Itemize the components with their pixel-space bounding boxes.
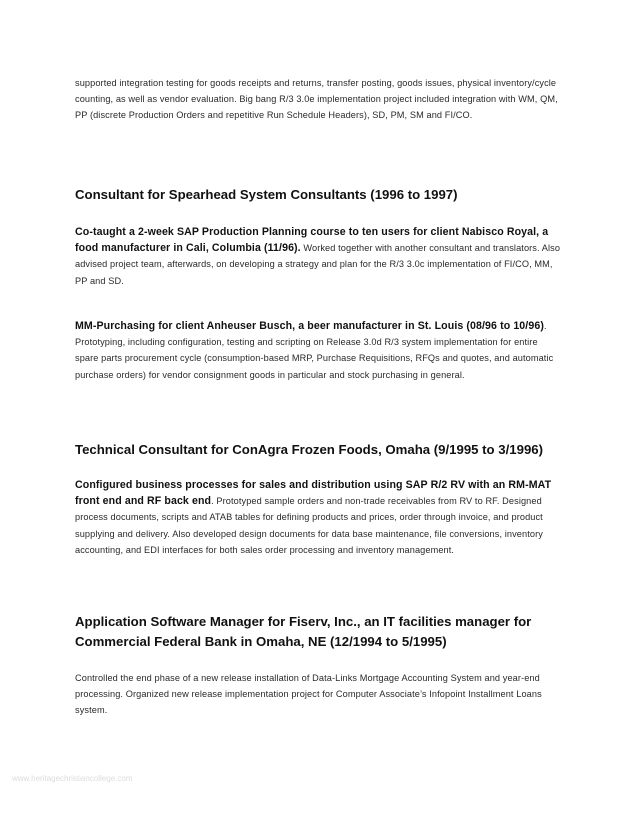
section-heading-conagra: Technical Consultant for ConAgra Frozen Foods, Omaha (9/1995 to 3/1996) xyxy=(75,442,544,457)
watermark-text: www.heritagechristiancollege.com xyxy=(12,774,133,783)
paragraph-fiserv: Controlled the end phase of a new release installation of Data-Links Mortgage Accounting System and year-end processing. Organized new release implementation project for Computer Associate’s Infopoint Installment Loans system. xyxy=(75,673,542,716)
section-heading-spearhead: Consultant for Spearhead System Consultants (1996 to 1997) xyxy=(75,187,458,202)
paragraph-anheuser-lead: MM-Purchasing for client Anheuser Busch, a beer manufacturer in St. Louis (08/96 to 10/96) xyxy=(75,320,544,332)
paragraph-nabisco-lead: Co-taught a 2-week SAP Production Planning course to ten users for client Nabisco Royal, a food manufacturer in Cali, Columbia (11/96). xyxy=(75,226,549,255)
intro-paragraph: supported integration testing for goods receipts and returns, transfer posting, goods issues, physical inventory/cycle counting, as well as vendor evaluation. Big bang R/3 3.0e implementation project included integration with WM, QM, PP (discrete Production Orders and repetitive Run Schedule Headers), SD, PM, SM and FI/CO. xyxy=(75,78,558,121)
paragraph-nabisco xyxy=(75,224,563,289)
paragraph-conagra xyxy=(75,477,563,558)
paragraph-nabisco-text: Worked together with another consultant and translators. Also advised project team, afterwards, on developing a strategy and plan for the R/3 3.0c implementation of FI/CO, MM, PP and SD. xyxy=(75,243,561,286)
paragraph-conagra-text: . Prototyped sample orders and non-trade receivables from RV to RF. Designed process documents, scripts and ATAB tables for defining products and prices, order through invoice, and product supplying and delivery. Also developed design documents for data base maintenance, file conversions, inventory accounting, and EDI interfaces for both sales order processing and inventory management. xyxy=(75,496,543,555)
section-heading-fiserv: Application Software Manager for Fiserv, Inc., an IT facilities manager for Commercial Federal Bank in Omaha, NE (12/1994 to 5/1995) xyxy=(75,614,532,649)
paragraph-anheuser-text: . Prototyping, including configuration, testing and scripting on Release 3.0d R/3 system implementation for entire spare parts procurement cycle (consumption-based MRP, Purchase Requisitions, RFQs and quotes, and automatic purchase orders) for vendor consignment goods in particular and stock purchasing in general. xyxy=(75,321,554,380)
paragraph-anheuser xyxy=(75,318,563,383)
paragraph-conagra-lead: Configured business processes for sales and distribution using SAP R/2 RV with an RM-MAT front end and RF back end xyxy=(75,479,552,508)
